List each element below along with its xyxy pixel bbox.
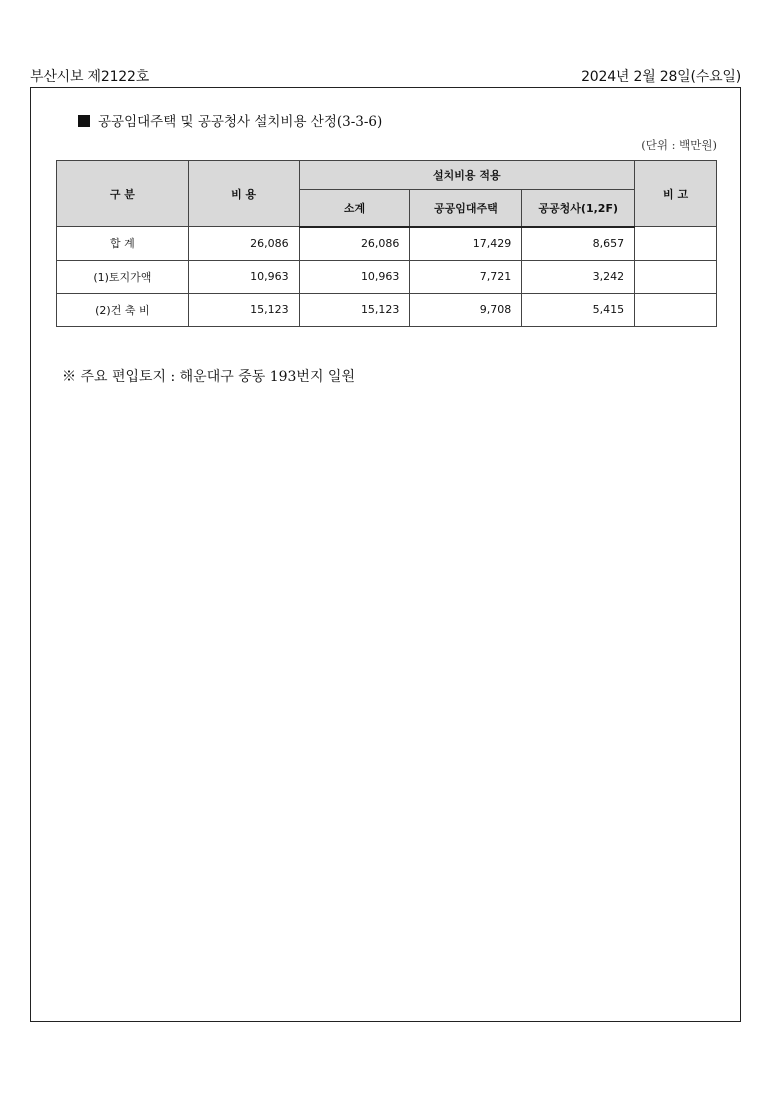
header-cost: 비 용 xyxy=(188,161,299,227)
header-install-group: 설치비용 적용 xyxy=(299,161,635,190)
cell-public-rental: 7,721 xyxy=(410,260,522,293)
row-label: 합 계 xyxy=(57,227,189,261)
section-title-text: 공공임대주택 및 공공청사 설치비용 산정(3-3-6) xyxy=(98,114,383,130)
cell-public-office: 5,415 xyxy=(522,293,635,326)
cell-subtotal: 15,123 xyxy=(299,293,410,326)
cell-subtotal: 10,963 xyxy=(299,260,410,293)
table-row xyxy=(57,260,717,293)
unit-label: (단위 : 백만원) xyxy=(641,138,717,152)
header-public-office: 공공청사(1,2F) xyxy=(522,190,635,227)
cell-remarks xyxy=(635,260,717,293)
row-label: (2)건 축 비 xyxy=(57,293,189,326)
cell-remarks xyxy=(635,293,717,326)
row-label: (1)토지가액 xyxy=(57,260,189,293)
table-row xyxy=(57,293,717,326)
header-remarks: 비 고 xyxy=(635,161,717,227)
cell-subtotal: 26,086 xyxy=(299,227,410,261)
publication-header: 부산시보 제2122호 xyxy=(30,69,150,85)
publication-date: 2024년 2월 28일(수요일) xyxy=(581,69,741,85)
cell-public-office: 3,242 xyxy=(522,260,635,293)
cell-public-office: 8,657 xyxy=(522,227,635,261)
cell-remarks xyxy=(635,227,717,261)
cost-table xyxy=(56,160,717,327)
cell-cost: 15,123 xyxy=(188,293,299,326)
land-note: ※ 주요 편입토지 : 해운대구 중동 193번지 일원 xyxy=(62,369,355,385)
section-title xyxy=(78,110,382,130)
cell-public-rental: 9,708 xyxy=(410,293,522,326)
header-public-rental: 공공임대주택 xyxy=(410,190,522,227)
header-category: 구 분 xyxy=(57,161,189,227)
square-bullet-icon xyxy=(78,115,90,127)
cell-cost: 26,086 xyxy=(188,227,299,261)
cell-cost: 10,963 xyxy=(188,260,299,293)
table-row xyxy=(57,227,717,261)
cell-public-rental: 17,429 xyxy=(410,227,522,261)
header-subtotal: 소계 xyxy=(299,190,410,227)
